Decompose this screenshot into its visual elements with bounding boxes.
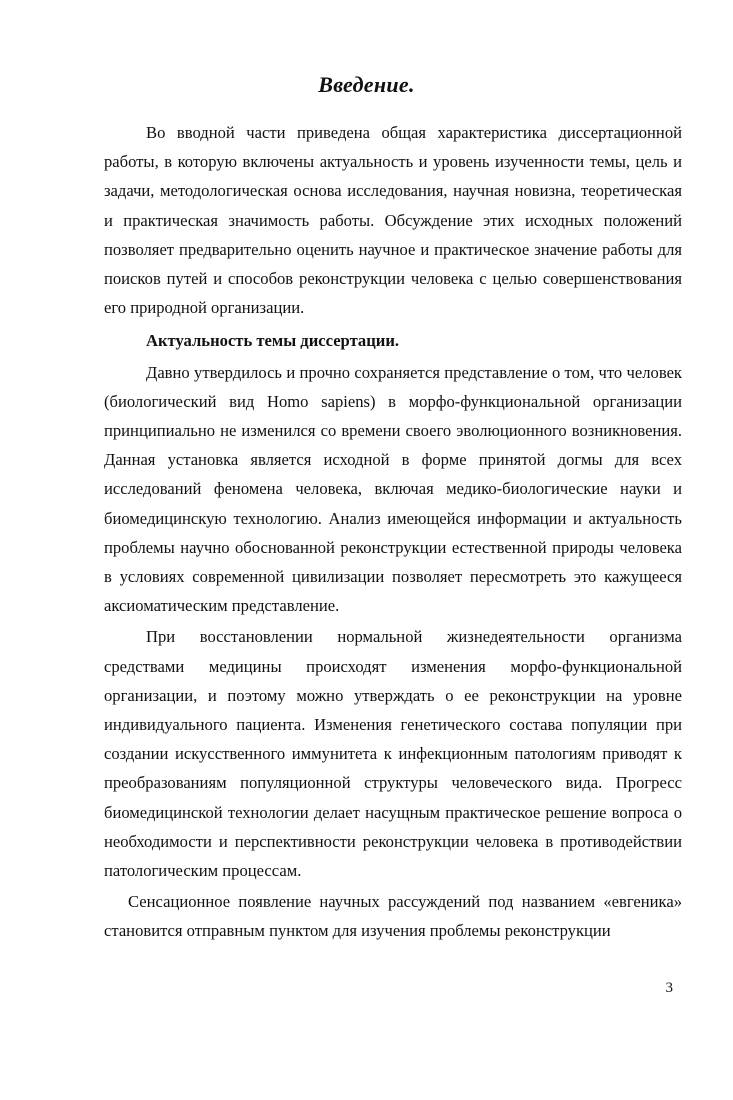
body-paragraph-2: При восстановлении нормальной жизнедеятельности организма средствами медицины происходят изменения морфо-функциональной организации, и поэтому можно утверждать о ее реконструкции на уровне индивидуального пациента. Изменения генетического состава популяции при создании искусственного иммунитета к инфекционным патологиям приводят к преобразованиям популяционной структуры человеческого вида. Прогресс биомедицинской технологии делает насущным практическое решение вопроса о необходимости и перспективности реконструкции человека в противодействии патологическим процессам. [104, 627, 682, 881]
document-title: Введение. [318, 72, 415, 97]
body-paragraph-3: Сенсационное появление научных рассуждений под названием «евгеника» становится отправным пунктом для изучения проблемы реконструкции [104, 892, 682, 941]
document-body [104, 118, 682, 946]
intro-paragraph: Во вводной части приведена общая характеристика диссертационной работы, в которую включены актуальность и уровень изученности темы, цель и задачи, методологическая основа исследования, научная новизна, теоретическая и практическая значимость работы. Обсуждение этих исходных положений позволяет предварительно оценить научное и практическое значение работы для поисков путей и способов реконструкции человека с целью совершенствования его природной организации. [104, 123, 682, 318]
section-heading: Актуальность темы диссертации. [146, 331, 400, 351]
body-paragraph-1: Давно утвердилось и прочно сохраняется представление о том, что человек (биологический вид Homo sapiens) в морфо-функциональной организации принципиально не изменился со времени своего эволюционного возникновения. Данная установка является исходной в форме принятой догмы для всех исследований феномена человека, включая медико-биологические науки и биомедицинскую технологию. Анализ имеющейся информации и актуальность проблемы научно обоснованной реконструкции естественной природы человека в условиях современной цивилизации позволяет пересмотреть это кажущееся аксиоматическим представление. [104, 362, 682, 616]
page-number: 3 [665, 980, 673, 996]
